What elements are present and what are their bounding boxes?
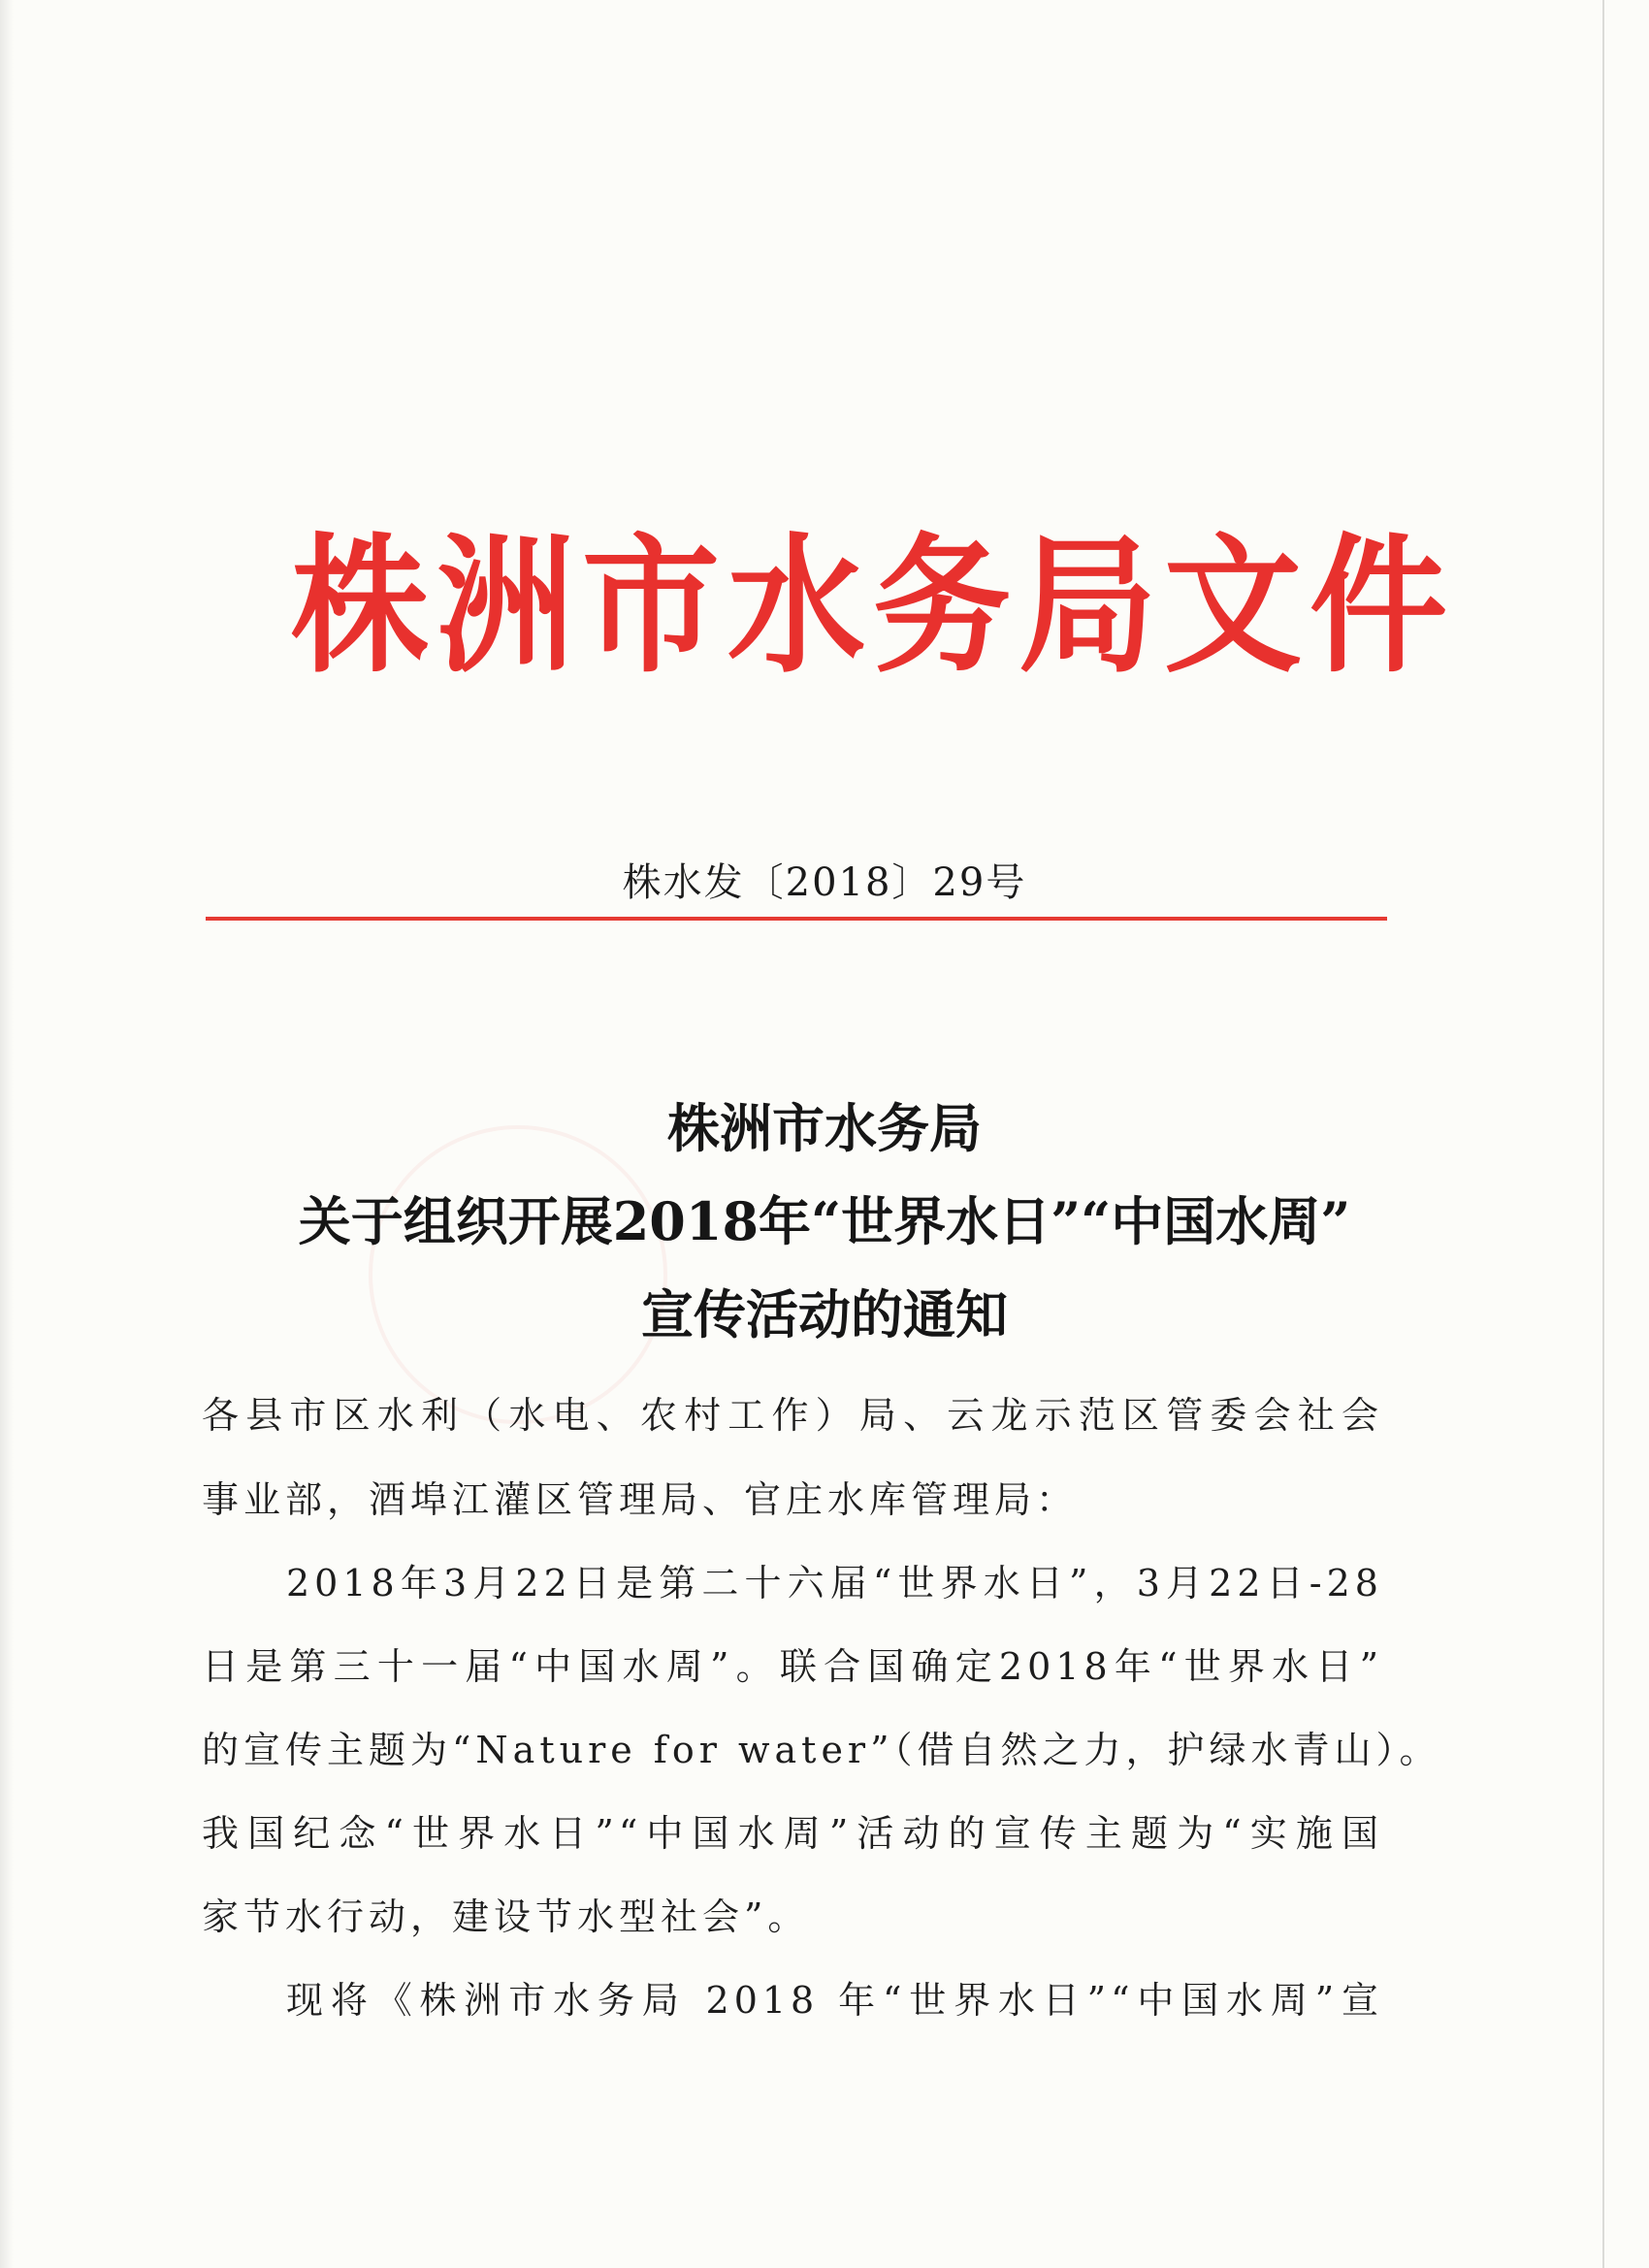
body-line-3: 2018年3月22日是第二十六届“世界水日”，3月22日-28 (286, 1562, 1383, 1604)
document-number: 株水发〔2018〕29号 (622, 860, 1027, 905)
body-line-6: 我国纪念“世界水日”“中国水周”活动的宣传主题为“实施国 (202, 1812, 1383, 1855)
body-line-1: 各县市区水利（水电、农村工作）局、云龙示范区管委会社会 (202, 1394, 1383, 1437)
body-line-8: 现将《株洲市水务局 2018 年“世界水日”“中国水周”宣 (286, 1979, 1383, 2022)
body-line-2: 事业部，酒埠江灌区管理局、官庄水库管理局： (202, 1478, 1079, 1521)
body-line-7: 家节水行动，建设节水型社会”。 (202, 1895, 810, 1938)
body-line-4: 日是第三十一届“中国水周”。联合国确定2018年“世界水日” (202, 1645, 1383, 1688)
title-line-1: 株洲市水务局 (667, 1097, 982, 1159)
title-line-2: 关于组织开展2018年“世界水日”“中国水周” (298, 1190, 1351, 1252)
document-title (0, 1082, 1649, 1361)
title-line-3: 宣传活动的通知 (641, 1283, 1008, 1345)
body-line-5: 的宣传主题为“Nature for water”（借自然之力，护绿水青山）。 (202, 1729, 1441, 1771)
document-masthead: 株洲市水务局文件 (291, 519, 1455, 694)
red-separator-rule (206, 917, 1387, 921)
